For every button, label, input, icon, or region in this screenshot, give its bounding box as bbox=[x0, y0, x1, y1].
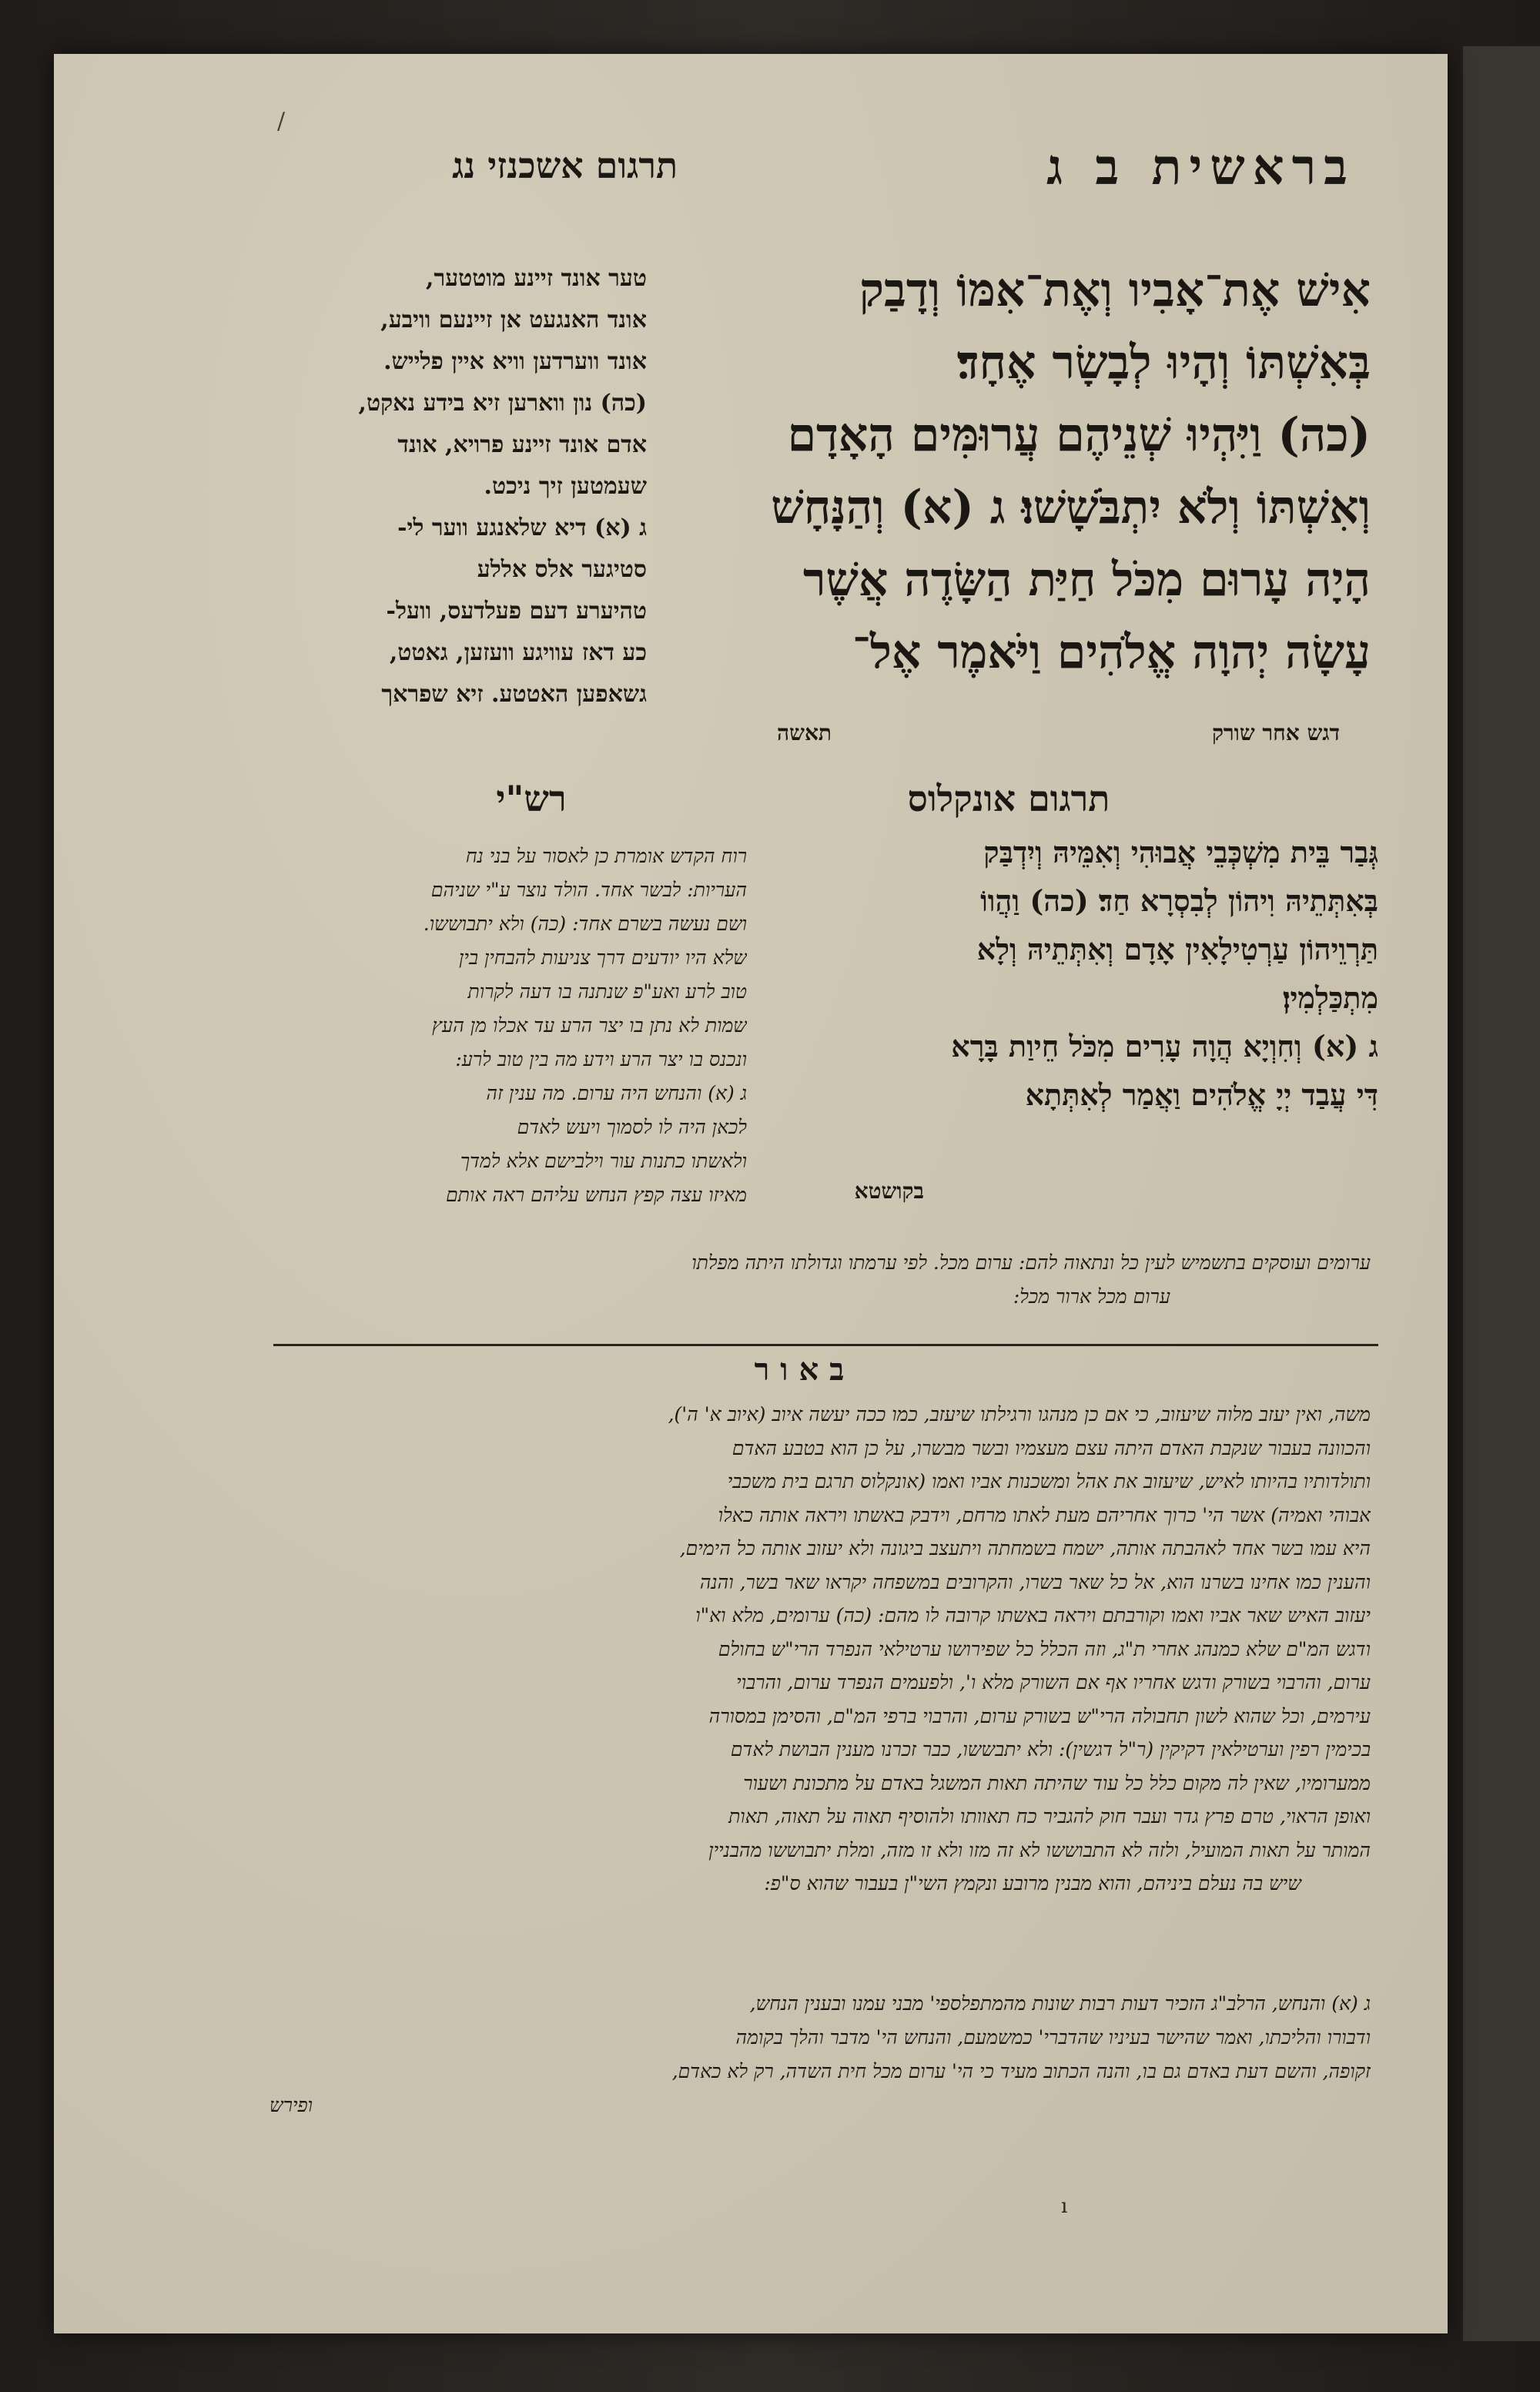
yiddish-translation bbox=[262, 258, 647, 715]
biur-text-chapter3 bbox=[270, 1987, 1371, 2122]
biur-line: בכימין רפין וערטילאין דקיקין (ר"ל דגשין): ולא יתבששו, כבר זכרנו מענין הבושת לאדם bbox=[730, 1738, 1371, 1760]
yiddish-line: סטיגער אלס אללע bbox=[477, 556, 647, 583]
rashi-line: לכאן היה לו לסמוך ויעש לאדם bbox=[517, 1116, 747, 1138]
rashi-line: העריות: לבשר אחד. הולד נוצר ע"י שניהם bbox=[430, 879, 747, 901]
onkelos-title: תרגום אונקלוס bbox=[907, 778, 1110, 819]
onkelos-text bbox=[762, 828, 1378, 1119]
biur-line: ערום, והרבוי בשורק ודגש אחריו אף אם השורק מלא ו', ולפעמים הנפרד ערום, והרבוי bbox=[736, 1671, 1371, 1693]
biur-line: יעזוב האיש שאר אביו ואמו וקורבתם ויראה באשתו קרובה לו מהם: (כה) ערומים, מלא וא"ו bbox=[695, 1604, 1371, 1626]
onkelos-line: בְּאִתְּתֵיהּ וִיהוֹן לְבִסְרָא חַד׃ (כה) וַהֲווֹ bbox=[980, 883, 1378, 918]
rashi-line: שמות לא נתן בו יצר הרע עד אכלו מן העץ bbox=[432, 1014, 747, 1037]
next-page-edge bbox=[1463, 46, 1540, 2341]
biur-line: עירמים, וכל שהוא לשון תחבולה הרי"ש בשורק ערום, והרבוי ברפי המ"ם, והסימן במסורה bbox=[708, 1704, 1371, 1727]
yiddish-line: טער אונד זיינע מוטטער, bbox=[426, 265, 647, 292]
rashi-line: ערום מכל ארור מכל: bbox=[1013, 1285, 1170, 1308]
yiddish-line: אונד האנגעט אן זיינעם וויבע, bbox=[380, 307, 647, 333]
biur-line: והכוונה בעבור שנקבת האדם היתה עצם מעצמיו ובשר מבשרו, על כן הוא בטבע האדם bbox=[732, 1436, 1371, 1459]
torah-line: (כה) וַיִּהְיוּ שְׁנֵיהֶם עֲרוּמִּים הָאָדָם bbox=[787, 408, 1371, 462]
yiddish-line: אדם אונד זיינע פרויא, אונד bbox=[397, 431, 647, 458]
biur-line: ופירש bbox=[270, 2094, 313, 2116]
ink-mark: ı bbox=[1061, 2195, 1068, 2218]
onkelos-line: תַּרְוֵיהוֹן עַרְטִילָאִין אָדָם וְאִתְּתֵיהּ וְלָא bbox=[976, 932, 1378, 967]
biur-line: ג (א) והנחש, הרלב"ג הזכיר דעות רבות שונות מהמתפלספי' מבני עמנו ובענין הנחש, bbox=[749, 1992, 1371, 2015]
biur-line: היא עמו בשר אחד לאהבתה אותה, ישמח בשמחתה ויתעצב ביגונה ולא יעזוב אותה כל הימים, bbox=[679, 1537, 1371, 1559]
rashi-line: ג (א) והנחש היה ערום. מה ענין זה bbox=[486, 1082, 747, 1104]
torah-line: אִישׁ אֶת־אָבִיו וְאֶת־אִמּוֹ וְדָבַק bbox=[859, 263, 1371, 317]
biur-line: ואופן הראוי, טרם פרץ גדר ועבר חוק להגביר כח תאוותו ולהוסיף תאוה על תאוה, תאות bbox=[728, 1805, 1371, 1828]
yiddish-line: טהיערע דעם פעלדעס, וועל- bbox=[386, 598, 647, 625]
torah-text bbox=[685, 254, 1371, 688]
rashi-line: מאיזו עצה קפץ הנחש עליהם ראה אותם bbox=[446, 1184, 747, 1206]
onkelos-line: ג (א) וְחִוְיָא הֲוָה עָרִים מִכֹּל חֵיוַת בָּרָא bbox=[951, 1029, 1378, 1064]
rashi-line: שלא היו יודעים דרך צניעות להבחין בין bbox=[459, 946, 747, 969]
biur-line: שיש בה נעלם ביניהם, והוא מבנין מרובע ונקמץ השי"ן בעבור שהוא ס"פ: bbox=[764, 1872, 1301, 1895]
biur-text bbox=[270, 1398, 1371, 1901]
yiddish-line: אונד ווערדען וויא איין פלייש. bbox=[383, 348, 647, 375]
rashi-line: ושם נעשה בשרם אחד: (כה) ולא יתבוששו. bbox=[423, 913, 747, 935]
yiddish-line: כע דאז עוויגע וועזען, גאטט, bbox=[389, 639, 647, 666]
onkelos-line: דִּי עֲבַד יְיָ אֱלֹהִים וַאֲמַר לְאִתְּתָא bbox=[1025, 1077, 1378, 1112]
torah-line: בְּאִשְׁתּוֹ וְהָיוּ לְבָשָׂר אֶחָד׃ bbox=[956, 336, 1371, 390]
biur-line: המותר על תאות המועיל, ולזה לא התבוששו לא זה מזו ולא זו מזה, ומלת יתבוששו מהבניין bbox=[708, 1838, 1371, 1861]
rashi-line: רוח הקדש אומרת כן לאסור על בני נח bbox=[465, 845, 747, 867]
page-header-translation: תרגום אשכנזי נג bbox=[452, 145, 678, 186]
rashi-line: ולאשתו כתנות עור וילבישם אלא למדך bbox=[460, 1150, 747, 1172]
torah-line: הָיָה עָרוּם מִכֹּל חַיַּת הַשָּׂדֶה אֲשֶׁר bbox=[802, 553, 1371, 607]
section-divider bbox=[273, 1344, 1378, 1346]
rashi-line: ונכנס בו יצר הרע וידע מה בין טוב לרע: bbox=[455, 1048, 747, 1070]
biur-line: ודגש המ"ם שלא כמנהג אחרי ת"ג, וזה הכלל כל שפירושו ערטילאי הנפרד הרי"ש בחולם bbox=[718, 1637, 1371, 1660]
onkelos-line: מִתְכַּלְמִין׃ bbox=[1282, 980, 1378, 1015]
biur-line: ותולדותיו בהיותו לאיש, שיעזוב את אהל ומשכנות אביו ואמו (אונקלוס תרגם בית משכבי bbox=[727, 1470, 1371, 1492]
masoretic-note: דגש אחר שורק bbox=[1211, 720, 1340, 745]
biur-line: זקופה, והשם דעת באדם גם בו, והנה הכתוב מעיד כי הי' ערום מכל חית השדה, רק לא כאדם, bbox=[671, 2060, 1371, 2082]
yiddish-line: גשאפען האטטע. זיא שפראך bbox=[381, 681, 647, 708]
ink-mark: / bbox=[277, 108, 286, 135]
rashi-line: טוב לרע ואע"פ שנתנה בו דעה לקרות bbox=[467, 980, 747, 1003]
onkelos-catchword: בקושטא bbox=[854, 1178, 924, 1204]
biur-line: ממערומיו, שאין לה מקום כלל כל עוד שהיתה תאות המשגל באדם על מתכונת ושעור bbox=[743, 1771, 1371, 1794]
biur-line: משה, ואין יעזב מלוה שיעזוב, כי אם כן מנהגו ורגילתו שיעזב, כמו ככה יעשה איוב (איוב א' ה'), bbox=[668, 1403, 1371, 1425]
biur-line: אבוהי ואמיה) אשר הי' כרוך אחריהם מעת לאתו מרחם, וידבק באשתו ויראה אותה כאלו bbox=[718, 1503, 1371, 1526]
yiddish-line: (כה) נון ווארען זיא בידע נאקט, bbox=[358, 390, 647, 417]
biur-title: באור bbox=[754, 1352, 855, 1388]
onkelos-line: גְּבַר בֵּית מִשְׁכְּבֵי אֲבוּהִי וְאִמֵּיהּ וְיִדְבַּק bbox=[983, 835, 1378, 869]
biur-line: ודבורו והליכתו, ואמר שהישר בעיניו שהדברי' כמשמעם, והנחש הי' מדבר והלך בקומה bbox=[735, 2026, 1371, 2049]
torah-line: עָשָׂה יְהוָה אֱלֹהִים וַיֹּאמֶר אֶל־ bbox=[852, 625, 1371, 679]
biur-line: והענין כמו אחינו בשרנו הוא, אל כל שאר בשרו, והקרובים במשפחה יקראו שאר בשר, והנה bbox=[699, 1570, 1371, 1593]
catchword: תאשה bbox=[777, 720, 832, 745]
page-header-title: בראשית ב ג bbox=[1046, 139, 1355, 196]
yiddish-line: שעמטען זיך ניכט. bbox=[484, 473, 647, 500]
yiddish-line: ג (א) דיא שלאנגע ווער לי- bbox=[397, 514, 647, 541]
rashi-continuation bbox=[270, 1246, 1371, 1314]
rashi-title: רש"י bbox=[496, 778, 567, 819]
rashi-text bbox=[270, 839, 747, 1212]
torah-line: וְאִשְׁתּוֹ וְלֹא יִתְבֹּשָׁשׁוּ׃ ג (א) וְהַנָּחָשׁ bbox=[771, 481, 1371, 534]
rashi-line: ערומים ועוסקים בתשמיש לעין כל ונתאוה להם: ערום מכל. לפי ערמתו וגדולתו היתה מפלתו bbox=[691, 1251, 1371, 1274]
